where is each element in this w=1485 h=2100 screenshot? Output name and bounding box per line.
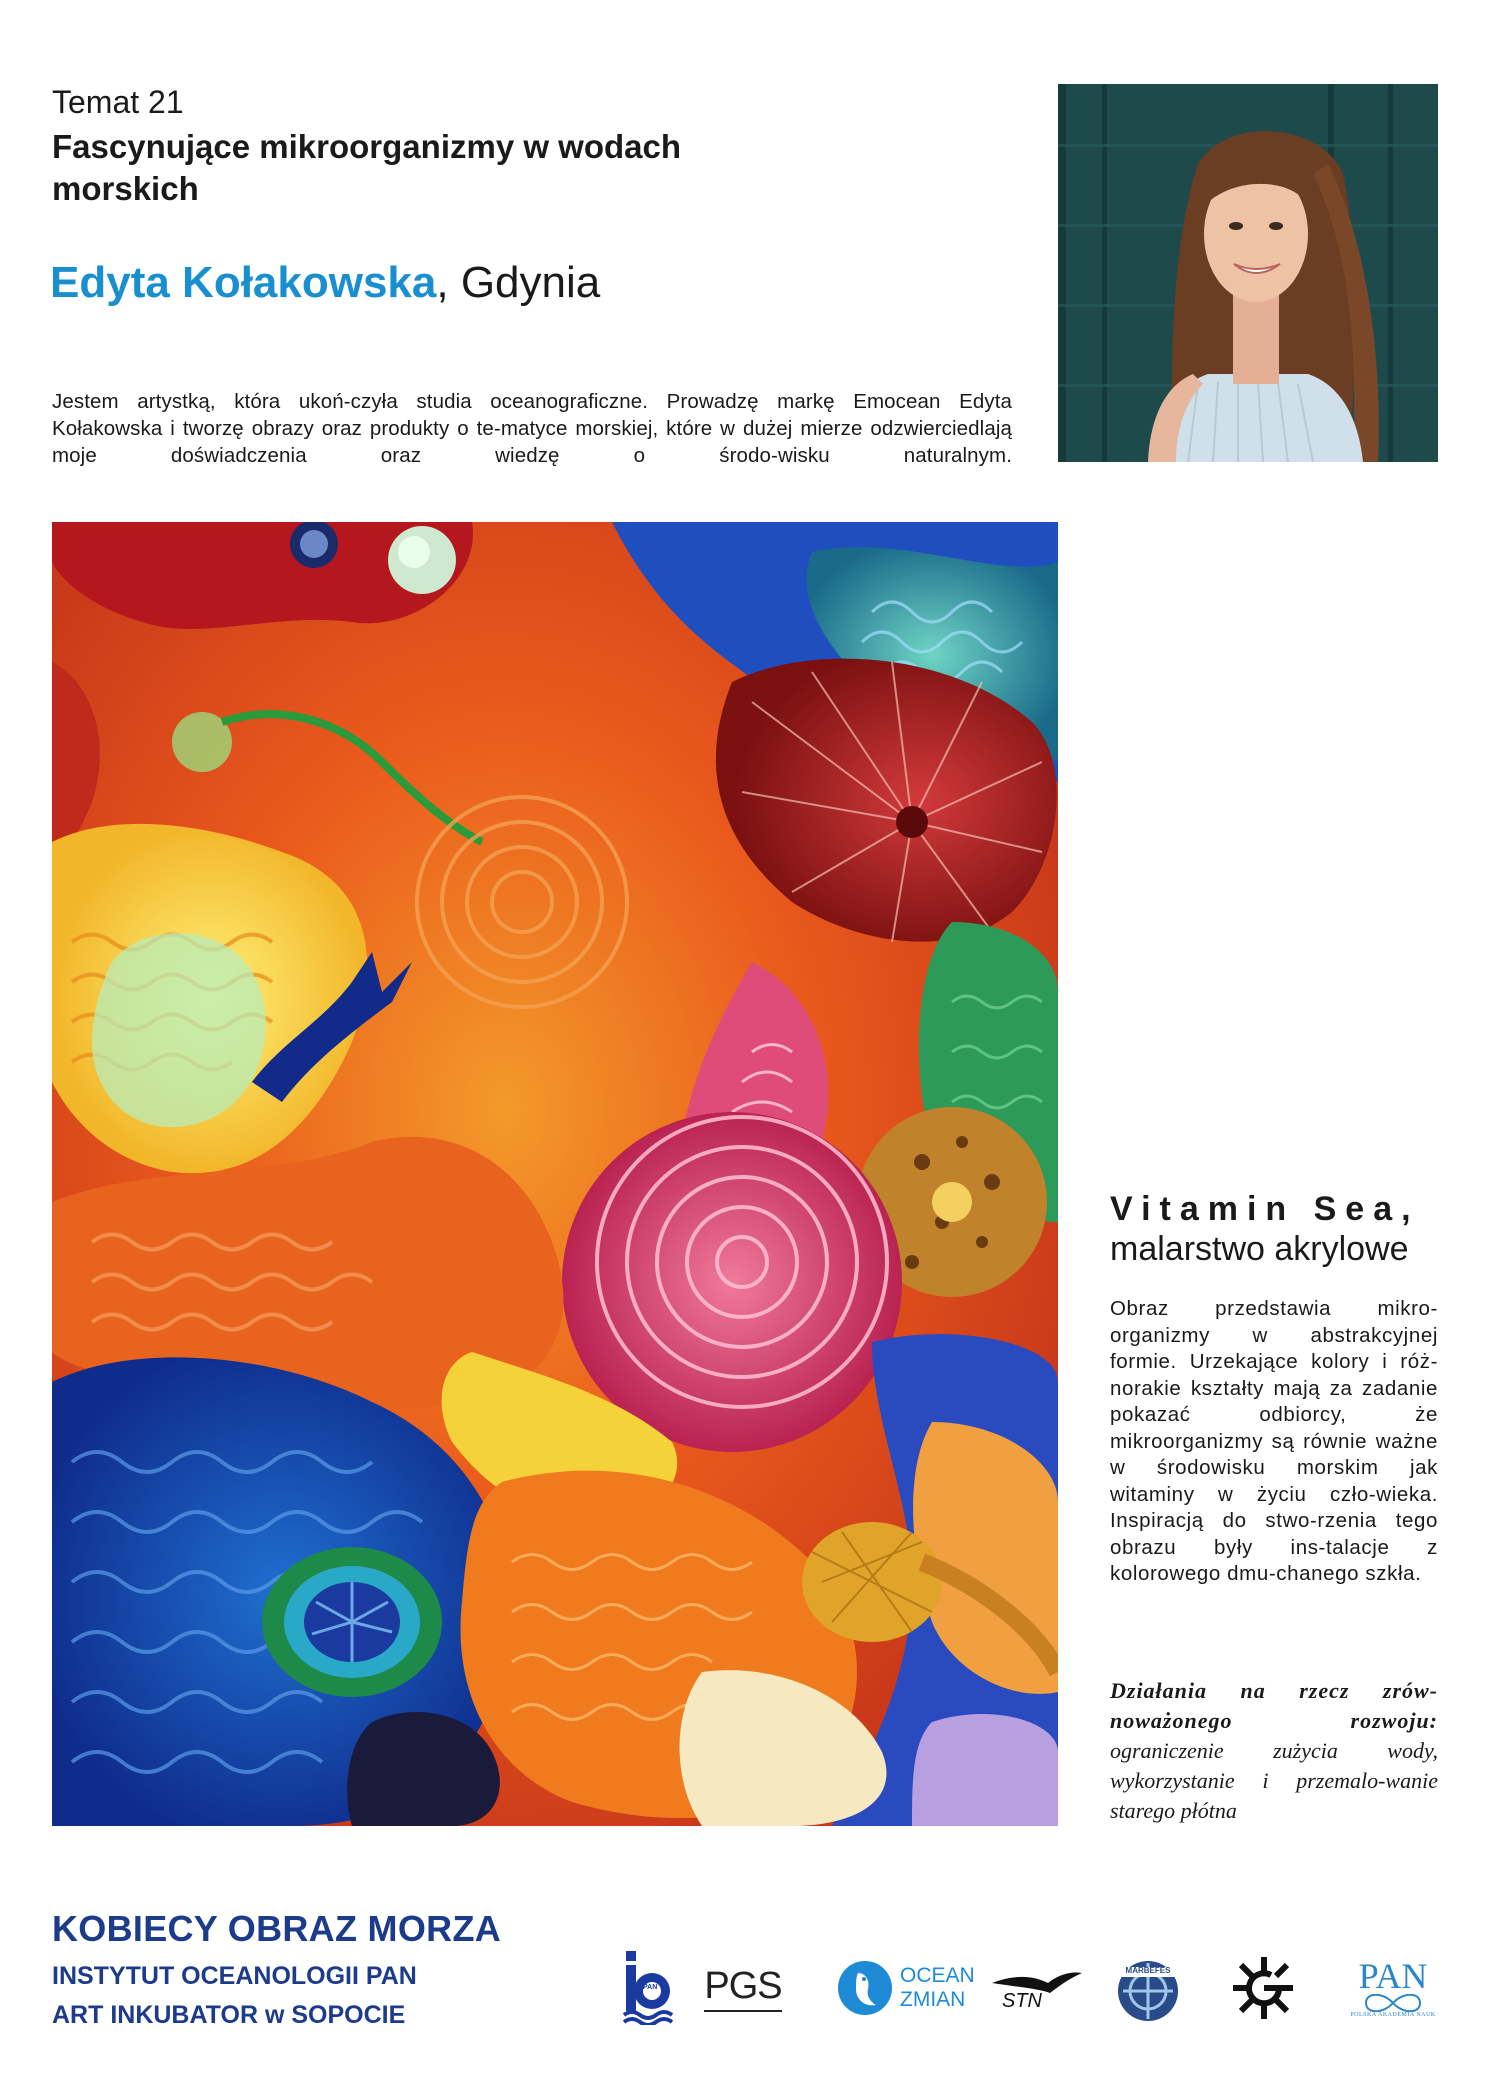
- marbefes-globe-icon: [1115, 1953, 1181, 2023]
- ocean-zmian-line2: ZMIAN: [900, 1988, 966, 2011]
- iopan-logo-label: PAN: [643, 1984, 658, 1991]
- footer-institute: INSTYTUT OCEANOLOGII PAN: [52, 1962, 417, 1990]
- artwork-description: Obraz przedstawia mikro-organizmy w abstrakcyjnej formie. Urzekające kolory i róż-norakie kształty mają za zadanie pokazać odbiorcy, że mikroorganizmy są równie ważne w środowisku morskim jak witaminy w życiu czło-wieka. Inspiracją do stwo-rzenia tego obrazu były ins-talacje z kolorowego dmu-chanego szkła.: [1110, 1297, 1438, 1585]
- stn-logo: [988, 1950, 1084, 2026]
- pan-logo-subtitle: POLSKA AKADEMIA NAUK: [1350, 2012, 1436, 2018]
- sustainability-note: [1110, 1676, 1438, 1826]
- artwork-title: Vitamin Sea,: [1110, 1190, 1420, 1228]
- stn-logo-text: STN: [1002, 1990, 1042, 2012]
- marbefes-logo-text: MARBEFES: [1125, 1966, 1171, 1975]
- pan-infinity-icon: [1358, 1994, 1428, 2012]
- sustainability-text: ograniczenie zużycia wody, wykorzystanie i przemalo-wanie starego płótna: [1110, 1738, 1438, 1823]
- footer-title: KOBIECY OBRAZ MORZA: [52, 1908, 502, 1949]
- sustainability-lead: Działania na rzecz zrów-noważonego rozwoju:: [1110, 1678, 1438, 1733]
- artwork-medium: malarstwo akrylowe: [1110, 1230, 1409, 1268]
- artwork-painting: [52, 522, 1058, 1826]
- author-line: [50, 258, 600, 308]
- iopan-logo-icon: [620, 1950, 678, 2026]
- pgs-logo-text: PGS: [704, 1965, 781, 2012]
- ocean-zmian-line1: OCEAN: [900, 1964, 975, 1987]
- ocean-zmian-icon: [836, 1959, 894, 2017]
- footer-incubator: ART INKUBATOR w SOPOCIE: [52, 2001, 406, 2029]
- author-city: , Gdynia: [436, 258, 601, 307]
- topic-number: Temat 21: [52, 84, 184, 120]
- gdynia-sun-logo-icon: [1228, 1950, 1300, 2026]
- pgs-logo: [704, 1950, 782, 2026]
- marbefes-logo: [1114, 1950, 1182, 2026]
- pan-logo-text: PAN: [1358, 1956, 1428, 1996]
- author-bio: Jestem artystką, która ukoń-czyła studia oceanograficzne. Prowadzę markę Emocean Edyta Kołakowska i tworzę obrazy oraz produkty o te-matyce morskiej, które w dużej mierze odzwierciedlają moje doświadczenia oraz wiedzę o środo-wisku naturalnym.: [52, 390, 1012, 467]
- author-name: Edyta Kołakowska: [50, 258, 437, 307]
- ocean-zmian-logo: [836, 1950, 976, 2026]
- author-portrait-photo: [1058, 84, 1438, 462]
- pan-logo: [1348, 1950, 1438, 2026]
- topic-title: Fascynujące mikroorganizmy w wodach morskich: [52, 128, 682, 207]
